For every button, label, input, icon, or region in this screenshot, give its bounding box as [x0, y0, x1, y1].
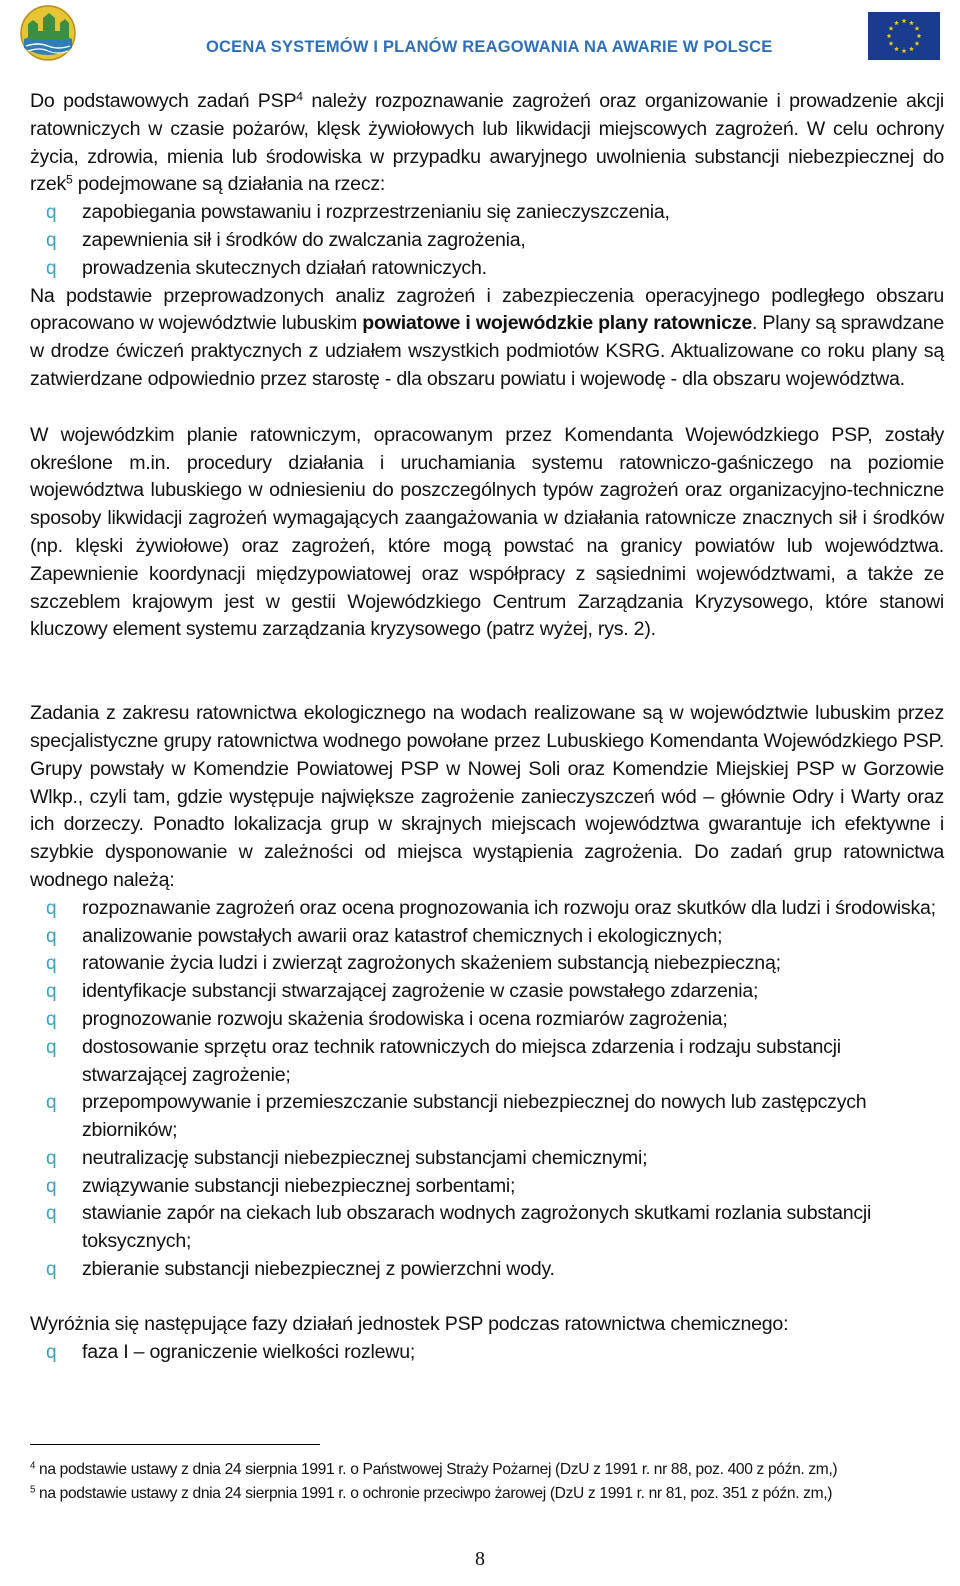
list-item — [30, 1339, 944, 1367]
list-item — [30, 199, 944, 227]
paragraph-water-rescue: Zadania z zakresu ratownictwa ekologicznego na wodach realizowane są w województwie lubuskim przez specjalistyczne grupy ratownictwa wodnego powołane przez Lubuskiego Komendanta Wojewódzkiego PSP. Grupy powstały w Komendzie Powiatowej PSP w Nowej Soli oraz Komendzie Miejskiej PSP w Gorzowie Wlkp., czyli tam, gdzie występuje największe zagrożenie zanieczyszczeń wód – głównie Odry i Warty oraz ich dorzeczy. Ponadto lokalizacja grup w skrajnych miejscach województwa gwarantuje ich efektywne i szybkie dysponowanie w zależności od miejsca wystąpienia zagrożenia. Do zadań grup ratownictwa wodnego należą: — [30, 702, 944, 891]
bullet-icon: q — [46, 1259, 57, 1281]
list-item — [30, 923, 944, 951]
list-item-text: prowadzenia skutecznych działań ratowniczych. — [82, 256, 487, 279]
list-item-text: zapewnienia sił i środków do zwalczania zagrożenia, — [82, 228, 526, 251]
text-span: podejmowane są działania na rzecz: — [72, 173, 386, 196]
bullet-icon: q — [46, 257, 57, 279]
bullet-icon: q — [46, 1008, 57, 1030]
text-span: . Plany są sprawdzane w drodze ćwiczeń praktycznych z udziałem wszystkich podmiotów KSRG. Aktualizowane co roku plany są zatwierdzane odpowiednio przez starostę - dla obszaru powiatu i wojewodę - dla obszaru województwa. — [30, 312, 944, 390]
footnote-text: na podstawie ustawy z dnia 24 sierpnia 1991 r. o ochronie przeciwpo żarowej (DzU z 1991 r. nr 81, poz. 351 z późn. zm,) — [35, 1485, 833, 1502]
list-item — [30, 227, 944, 255]
bullet-icon: q — [46, 229, 57, 251]
footnote-ref: 4 — [296, 89, 303, 104]
list-item-text: analizowanie powstałych awarii oraz katastrof chemicznych i ekologicznych; — [82, 924, 723, 947]
document-body — [30, 88, 944, 1366]
bullet-icon: q — [46, 925, 57, 947]
regional-logo-icon — [18, 4, 78, 62]
eu-flag-icon — [868, 12, 940, 60]
footnote-ref: 5 — [66, 172, 73, 187]
bullet-icon: q — [46, 1341, 57, 1363]
list-item — [30, 895, 944, 923]
text-span: należy rozpoznawanie zagrożeń oraz organizowanie i prowadzenie akcji ratowniczych w czasie pożarów, klęsk żywiołowych lub likwidacji miejscowych zagrożeń. W celu ochrony życia, zdrowia, mienia lub środowiska w przypadku awaryjnego uwolnienia substancji niebezpiecznej do rzek — [30, 90, 944, 196]
footnote-number: 5 — [30, 1484, 36, 1496]
page-header — [0, 0, 960, 78]
list-item-text: dostosowanie sprzętu oraz technik ratowniczych do miejsca zdarzenia i rodzaju substancji stwarzającej zagrożenie; — [82, 1035, 841, 1086]
list-item-text: ratowanie życia ludzi i zwierząt zagrożonych skażeniem substancją niebezpieczną; — [82, 952, 781, 975]
text-span: Do podstawowych zadań PSP — [30, 90, 297, 112]
bullet-icon: q — [46, 1203, 57, 1225]
page-number: 8 — [475, 1548, 485, 1570]
list-item — [30, 1034, 944, 1090]
list-item — [30, 1256, 944, 1284]
paragraph-intro — [30, 88, 944, 199]
paragraph-regional-plan: W wojewódzkim planie ratowniczym, opracowanym przez Komendanta Wojewódzkiego PSP, zostały określone m.in. procedury działania i uruchamiania systemu ratowniczo-gaśniczego na poziomie województwa lubuskiego w odniesieniu do poszczególnych typów zagrożeń oraz organizacyjno-techniczne sposoby likwidacji zagrożeń wymagających zaangażowania w działania ratownicze znacznych sił i środków (np. klęski żywiołowe) oraz zagrożeń, które mogą powstać na granicy powiatów lub województwa. Zapewnienie koordynacji międzypowiatowej oraz współpracy z sąsiednimi województwami, a także ze szczeblem krajowym jest w gestii Wojewódzkiego Centrum Zarządzania Kryzysowego, które stanowi kluczowy element systemu zarządzania kryzysowego (patrz wyżej, rys. 2). — [30, 423, 944, 641]
list-item — [30, 978, 944, 1006]
bullet-icon: q — [46, 1092, 57, 1114]
footnotes — [30, 1458, 944, 1506]
header-title: OCENA SYSTEMÓW I PLANÓW REAGOWANIA NA AWARIE W POLSCE — [206, 38, 773, 56]
bold-text: powiatowe i wojewódzkie plany ratownicze — [362, 312, 752, 335]
paragraph-phases: Wyróżnia się następujące fazy działań jednostek PSP podczas ratownictwa chemicznego: — [30, 1312, 789, 1335]
paragraph-plans — [30, 283, 944, 394]
list-item-text: faza I – ograniczenie wielkości rozlewu; — [82, 1340, 416, 1363]
bullet-icon: q — [46, 897, 57, 919]
bullet-icon: q — [46, 1147, 57, 1169]
list-item — [30, 1145, 944, 1173]
bullet-list-phases — [30, 1339, 944, 1367]
list-item-text: zapobiegania powstawaniu i rozprzestrzenianiu się zanieczyszczenia, — [82, 201, 670, 224]
bullet-icon: q — [46, 1175, 57, 1197]
footnote — [30, 1458, 944, 1482]
list-item-text: rozpoznawanie zagrożeń oraz ocena prognozowania ich rozwoju oraz skutków dla ludzi i środowiska; — [82, 896, 936, 919]
bullet-icon: q — [46, 1036, 57, 1058]
bullet-list-tasks — [30, 895, 944, 1284]
footnote-text: na podstawie ustawy z dnia 24 sierpnia 1991 r. o Państwowej Straży Pożarnej (DzU z 1991 r. nr 88, poz. 400 z późn. zm,) — [35, 1461, 838, 1478]
list-item — [30, 1173, 944, 1201]
list-item-text: przepompowywanie i przemieszczanie substancji niebezpiecznej do nowych lub zastępczych zbiorników; — [82, 1091, 867, 1142]
list-item-text: identyfikacje substancji stwarzającej zagrożenie w czasie powstałego zdarzenia; — [82, 980, 759, 1003]
bullet-icon: q — [46, 981, 57, 1003]
list-item-text: stawianie zapór na ciekach lub obszarach wodnych zagrożonych skutkami rozlania substancji toksycznych; — [82, 1202, 872, 1253]
list-item — [30, 255, 944, 283]
list-item — [30, 1089, 944, 1145]
bullet-list-actions — [30, 199, 944, 282]
list-item-text: zbieranie substancji niebezpiecznej z powierzchni wody. — [82, 1258, 555, 1281]
list-item — [30, 1006, 944, 1034]
list-item-text: prognozowanie rozwoju skażenia środowiska i ocena rozmiarów zagrożenia; — [82, 1007, 728, 1030]
footnote — [30, 1482, 944, 1506]
list-item-text: neutralizację substancji niebezpiecznej substancjami chemicznymi; — [82, 1146, 648, 1169]
text-span: Na podstawie przeprowadzonych analiz zagrożeń i zabezpieczenia operacyjnego podległego obszaru opracowano w województwie lubuskim — [30, 284, 944, 335]
list-item-text: związywanie substancji niebezpiecznej sorbentami; — [82, 1174, 516, 1197]
list-item — [30, 950, 944, 978]
bullet-icon: q — [46, 202, 57, 224]
footnote-number: 4 — [30, 1460, 36, 1472]
bullet-icon: q — [46, 953, 57, 975]
list-item — [30, 1200, 944, 1256]
footnote-divider — [30, 1444, 320, 1445]
